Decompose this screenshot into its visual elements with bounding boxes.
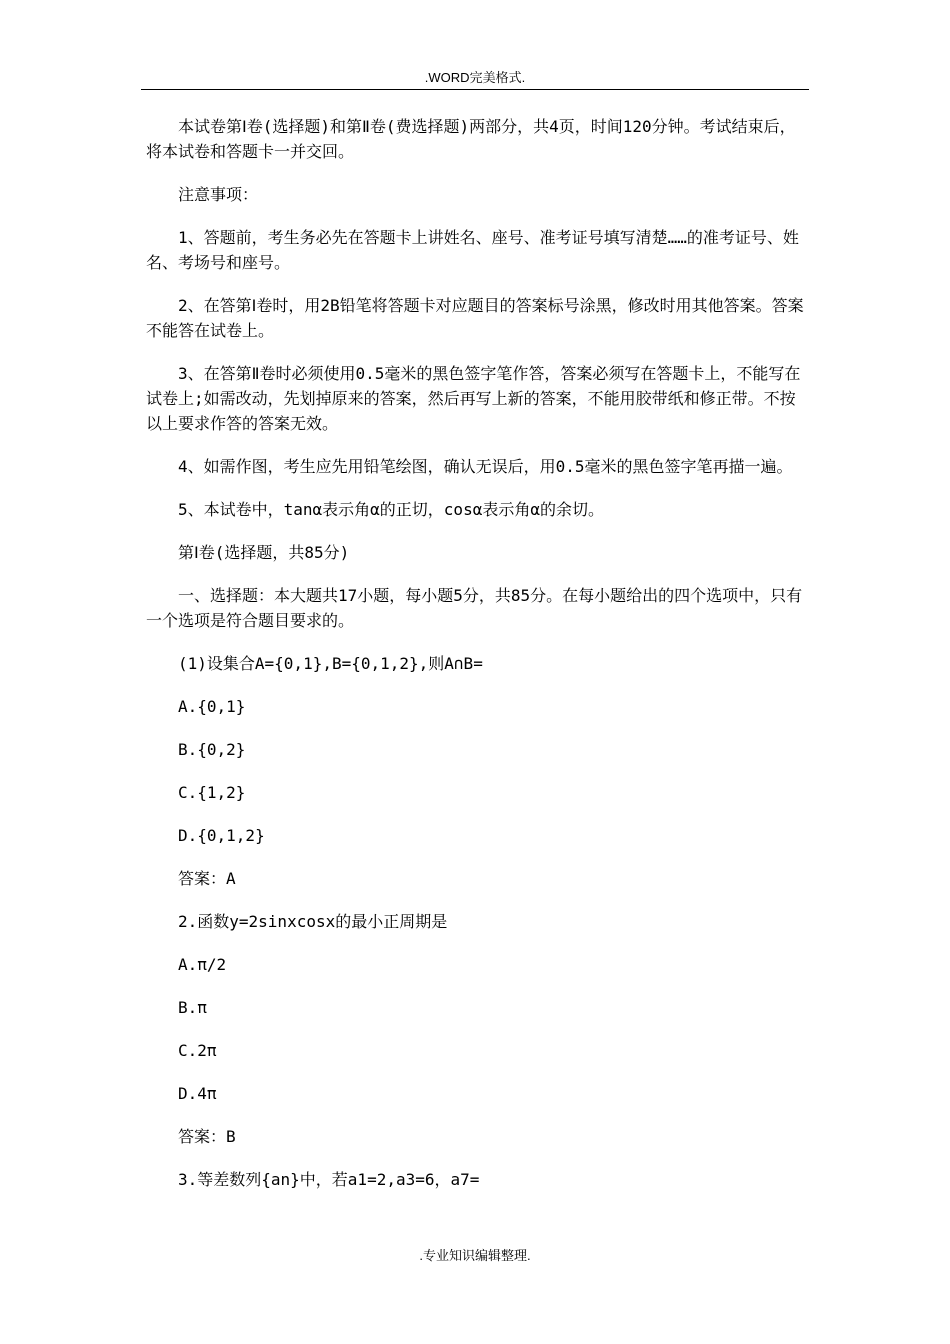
question-3: 3.等差数列{an}中，若a1=2,a3=6，a7= <box>178 1170 480 1189</box>
question-1-option-d: D.{0,1,2} <box>178 826 265 845</box>
question-1-answer: 答案：A <box>178 869 236 888</box>
page-header: .WORD完美格式. <box>424 70 526 85</box>
notice-item-1: 1、答题前，考生务必先在答题卡上讲姓名、座号、准考证号填写清楚……的准考证号、姓名、考场号和座号。 <box>146 228 799 272</box>
question-2-option-c: C.2π <box>178 1041 217 1060</box>
section-heading: 第Ⅰ卷(选择题，共85分) <box>178 543 350 562</box>
notice-item-5: 5、本试卷中，tanα表示角α的正切，cosα表示角α的余切。 <box>178 500 604 519</box>
question-1-option-b: B.{0,2} <box>178 740 246 759</box>
question-1: (1)设集合A={0,1},B={0,1,2},则A∩B= <box>178 654 483 673</box>
question-2-answer: 答案：B <box>178 1127 236 1146</box>
notice-item-4: 4、如需作图，考生应先用铅笔绘图，确认无误后，用0.5毫米的黑色签字笔再描一遍。 <box>178 457 793 476</box>
section-instructions: 一、选择题：本大题共17小题，每小题5分，共85分。在每小题给出的四个选项中，只有一个选项是符合题目要求的。 <box>146 586 803 630</box>
question-1-option-c: C.{1,2} <box>178 783 246 802</box>
notice-item-2: 2、在答第Ⅰ卷时，用2B铅笔将答题卡对应题目的答案标号涂黑，修改时用其他答案。答案不能答在试卷上。 <box>146 296 804 340</box>
notice-item-3: 3、在答第Ⅱ卷时必须使用0.5毫米的黑色签字笔作答，答案必须写在答题卡上，不能写在试卷上;如需改动，先划掉原来的答案，然后再写上新的答案，不能用胶带纸和修正带。不按以上要求作答的答案无效。 <box>146 364 801 433</box>
question-2-option-b: B.π <box>178 998 207 1017</box>
question-2-option-a: A.π/2 <box>178 955 227 974</box>
page-footer: .专业知识编辑整理. <box>419 1248 531 1263</box>
question-1-option-a: A.{0,1} <box>178 697 246 716</box>
question-2-option-d: D.4π <box>178 1084 217 1103</box>
document-body <box>146 114 811 1192</box>
intro-paragraph: 本试卷第Ⅰ卷(选择题)和第Ⅱ卷(费选择题)两部分，共4页，时间120分钟。考试结束后，将本试卷和答题卡一并交回。 <box>146 117 796 161</box>
header-rule <box>141 89 809 90</box>
notice-heading: 注意事项： <box>178 185 259 204</box>
question-2: 2.函数y=2sinxcosx的最小正周期是 <box>178 912 448 931</box>
